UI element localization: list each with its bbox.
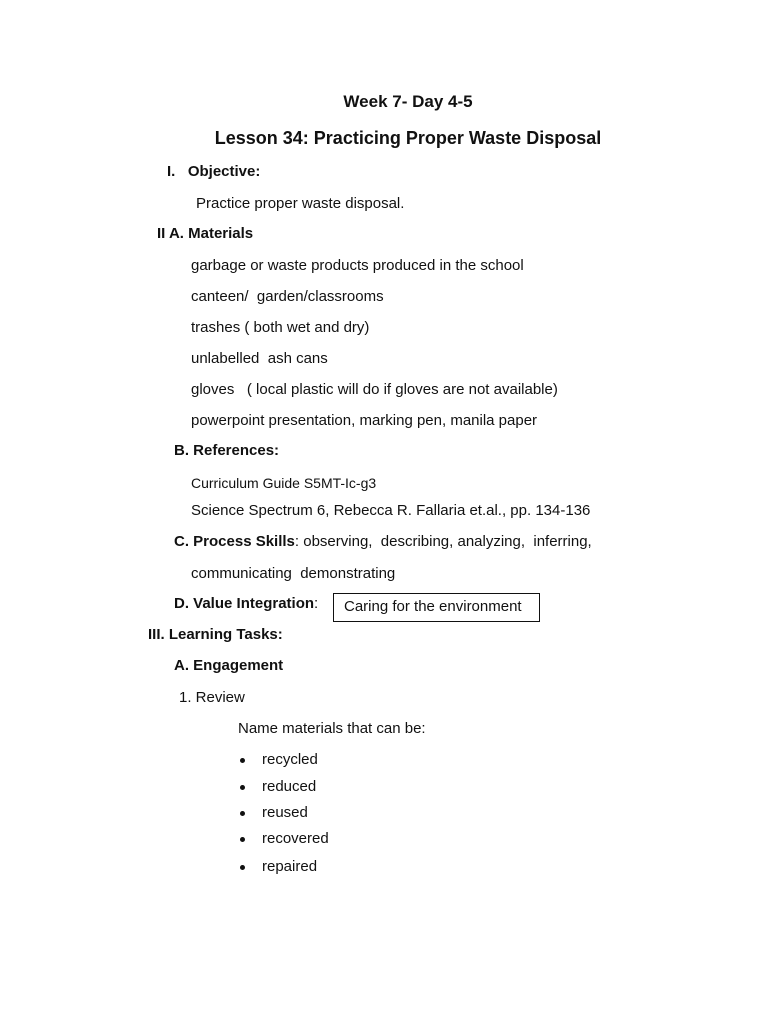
material-item: canteen/ garden/classrooms [191,288,384,305]
review-heading: 1. Review [179,689,245,706]
process-skills-text: : observing, describing, analyzing, inferring, [294,533,592,550]
value-integration-line [174,595,318,613]
process-skills-line [174,533,592,551]
process-skills-heading: C. Process Skills [174,533,295,550]
bullet-icon [240,865,245,870]
material-item: trashes ( both wet and dry) [191,319,370,336]
bullet-text: reused [262,804,308,821]
bullet-icon [240,758,245,763]
material-item: powerpoint presentation, marking pen, manila paper [191,412,538,429]
objective-heading: I. Objective: [167,163,261,180]
bullet-text: recycled [262,751,318,768]
learning-tasks-heading: III. Learning Tasks: [148,626,283,643]
value-integration-heading: D. Value Integration [174,595,315,612]
bullet-text: reduced [262,778,317,795]
objective-text: Practice proper waste disposal. [196,195,405,212]
material-item: gloves ( local plastic will do if gloves are not available) [191,381,558,398]
week-heading: Week 7- Day 4-5 [343,92,473,111]
reference-item: Science Spectrum 6, Rebecca R. Fallaria et.al., pp. 134-136 [191,502,591,519]
references-heading: B. References: [174,442,280,459]
lesson-title: Lesson 34: Practicing Proper Waste Disposal [214,128,602,148]
material-item: garbage or waste products produced in the school [191,257,524,274]
bullet-text: recovered [262,830,329,847]
value-integration-colon: : [314,595,319,612]
engagement-heading: A. Engagement [174,657,284,674]
review-prompt: Name materials that can be: [238,720,426,737]
material-item: unlabelled ash cans [191,350,328,367]
reference-item: Curriculum Guide S5MT-Ic-g3 [191,475,377,491]
bullet-icon [240,837,245,842]
bullet-text: repaired [262,858,318,875]
bullet-icon [240,785,245,790]
bullet-icon [240,811,245,816]
value-integration-box: Caring for the environment [333,593,540,622]
process-skills-text-continued: communicating demonstrating [191,565,396,582]
materials-heading: II A. Materials [157,225,254,242]
